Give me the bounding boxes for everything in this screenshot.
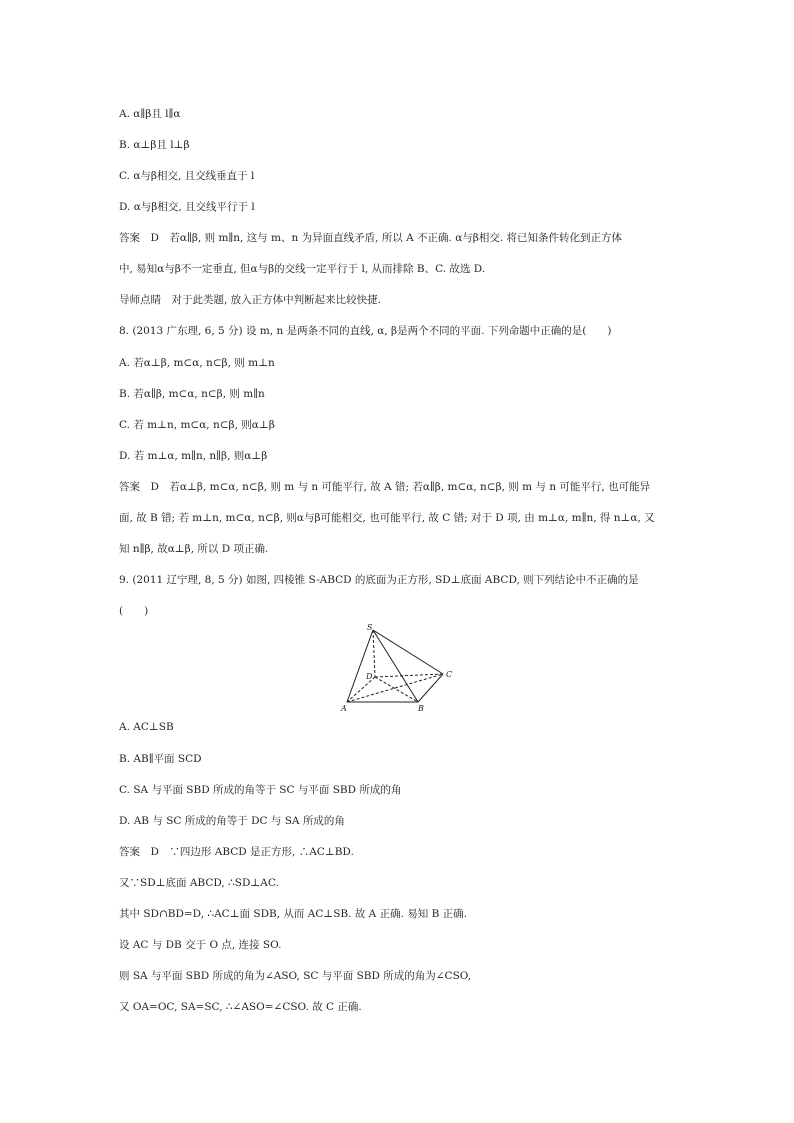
option-b: B. α⊥β且 l⊥β xyxy=(119,139,190,151)
option-b: B. AB∥平面 SCD xyxy=(119,753,202,765)
option-d: D. α与β相交, 且交线平行于 l xyxy=(119,201,255,213)
option-c: C. α与β相交, 且交线垂直于 l xyxy=(119,170,255,182)
option-a: A. AC⊥SB xyxy=(119,721,174,733)
edge-sc xyxy=(373,630,443,674)
pyramid-figure xyxy=(335,622,465,714)
option-c: C. 若 m⊥n, m⊂α, n⊂β, 则α⊥β xyxy=(119,419,275,431)
answer-line: 设 AC 与 DB 交于 O 点, 连接 SO. xyxy=(119,939,282,951)
answer-line: 则 SA 与平面 SBD 所成的角为∠ASO, SC 与平面 SBD 所成的角为∠CSO, xyxy=(119,970,472,982)
edge-dc xyxy=(375,674,443,677)
option-b: B. 若α∥β, m⊂α, n⊂β, 则 m∥n xyxy=(119,388,265,400)
label-b: B xyxy=(418,704,424,713)
option-d: D. AB 与 SC 所成的角等于 DC 与 SA 所成的角 xyxy=(119,815,345,827)
answer-line: 答案 D 若α∥β, 则 m∥n, 这与 m、n 为异面直线矛盾, 所以 A 不正确. α与β相交. 将已知条件转化到正方体 xyxy=(119,232,623,244)
label-c: C xyxy=(446,670,453,679)
diag-ac xyxy=(347,674,443,702)
edge-sb xyxy=(373,630,418,702)
option-a: A. 若α⊥β, m⊂α, n⊂β, 则 m⊥n xyxy=(119,357,275,369)
option-d: D. 若 m⊥α, m∥n, n∥β, 则α⊥β xyxy=(119,450,268,462)
label-d: D xyxy=(366,672,373,681)
edge-sa xyxy=(347,630,373,702)
diag-db xyxy=(375,677,418,702)
question-8: 8. (2013 广东理, 6, 5 分) 设 m, n 是两条不同的直线, α, β是两个不同的平面. 下列命题中正确的是( ) xyxy=(119,325,612,337)
tutor-tip: 导师点睛 对于此类题, 放入正方体中判断起来比较快捷. xyxy=(119,294,382,306)
answer-line: 又∵SD⊥底面 ABCD, ∴SD⊥AC. xyxy=(119,877,279,889)
answer-line: 又 OA=OC, SA=SC, ∴∠ASO=∠CSO. 故 C 正确. xyxy=(119,1001,362,1013)
answer-line: 知 n∥β, 故α⊥β, 所以 D 项正确. xyxy=(119,543,269,555)
answer-line: 答案 D 若α⊥β, m⊂α, n⊂β, 则 m 与 n 可能平行, 故 A 错; 若α∥β, m⊂α, n⊂β, 则 m 与 n 可能平行, 也可能异 xyxy=(119,481,651,493)
label-a: A xyxy=(341,704,347,713)
answer-line: 答案 D ∵四边形 ABCD 是正方形, ∴AC⊥BD. xyxy=(119,846,354,858)
edge-sd xyxy=(373,630,375,677)
label-s: S xyxy=(367,623,373,632)
edge-bc xyxy=(418,674,443,702)
answer-blank: ( ) xyxy=(119,605,149,617)
question-9: 9. (2011 辽宁理, 8, 5 分) 如图, 四棱锥 S-ABCD 的底面为正方形, SD⊥底面 ABCD, 则下列结论中不正确的是 xyxy=(119,574,639,586)
option-a: A. α∥β且 l∥α xyxy=(119,108,181,120)
option-c: C. SA 与平面 SBD 所成的角等于 SC 与平面 SBD 所成的角 xyxy=(119,784,402,796)
answer-line: 其中 SD∩BD=D, ∴AC⊥面 SDB, 从而 AC⊥SB. 故 A 正确. 易知 B 正确. xyxy=(119,908,467,920)
answer-line: 中, 易知α与β不一定垂直, 但α与β的交线一定平行于 l, 从而排除 B、C. 故选 D. xyxy=(119,263,486,275)
answer-line: 面, 故 B 错; 若 m⊥n, m⊂α, n⊂β, 则α与β可能相交, 也可能平行, 故 C 错; 对于 D 项, 由 m⊥α, m∥n, 得 n⊥α, 又 xyxy=(119,512,655,524)
